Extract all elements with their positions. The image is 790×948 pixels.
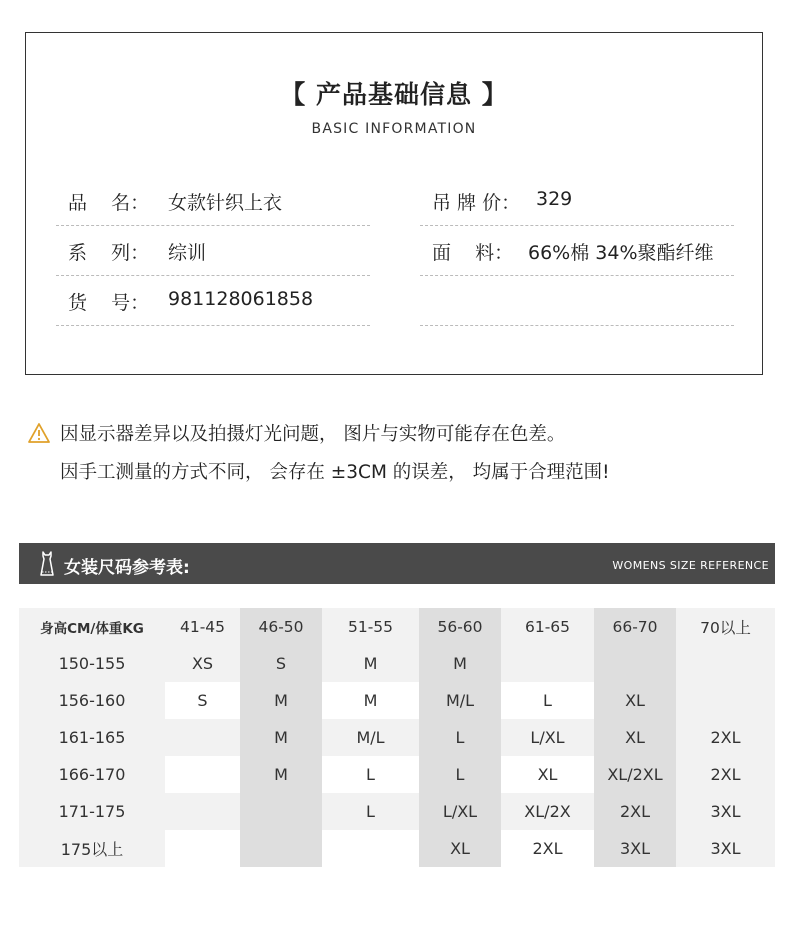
info-value: 329	[536, 188, 573, 210]
notice-line-1: 因显示器差异以及拍摄灯光问题， 图片与实物可能存在色差。	[60, 424, 566, 445]
dress-icon	[35, 551, 59, 577]
size-cell: XL	[501, 756, 594, 793]
size-cell: M	[240, 719, 322, 756]
warning-triangle-icon	[28, 422, 50, 444]
info-label: 系 列：	[68, 242, 150, 264]
size-cell	[240, 830, 322, 867]
height-cell: 161-165	[19, 719, 165, 756]
height-cell: 171-175	[19, 793, 165, 830]
size-table	[19, 608, 775, 867]
size-cell: L	[419, 756, 501, 793]
info-row-name	[56, 176, 370, 226]
info-subtitle: BASIC INFORMATION	[311, 121, 477, 137]
size-cell	[240, 793, 322, 830]
size-cell: S	[165, 682, 240, 719]
table-row	[19, 719, 775, 756]
info-row-series	[56, 226, 370, 276]
info-label: 面 料：	[432, 242, 514, 264]
height-cell: 150-155	[19, 645, 165, 682]
size-cell: 3XL	[676, 830, 775, 867]
table-row	[19, 793, 775, 830]
size-cell	[165, 793, 240, 830]
size-cell: 2XL	[676, 756, 775, 793]
size-cell	[501, 645, 594, 682]
size-cell: L	[419, 719, 501, 756]
size-cell: S	[240, 645, 322, 682]
size-cell: L	[322, 793, 419, 830]
table-row	[19, 830, 775, 867]
info-row-material	[420, 226, 734, 276]
size-cell: 46-50	[240, 608, 322, 645]
size-cell: M	[240, 756, 322, 793]
size-cell	[165, 719, 240, 756]
table-row	[19, 756, 775, 793]
size-cell: 2XL	[594, 793, 676, 830]
size-cell: M	[322, 682, 419, 719]
size-cell	[676, 645, 775, 682]
size-cell: 70以上	[676, 608, 775, 645]
size-cell: L	[501, 682, 594, 719]
height-cell: 156-160	[19, 682, 165, 719]
size-cell	[165, 756, 240, 793]
table-row	[19, 645, 775, 682]
size-cell: M	[322, 645, 419, 682]
size-cell: 66-70	[594, 608, 676, 645]
size-cell: XL	[419, 830, 501, 867]
product-info-box	[25, 32, 763, 375]
size-cell	[594, 645, 676, 682]
size-cell: 61-65	[501, 608, 594, 645]
table-header-row	[19, 608, 775, 645]
size-cell: XL	[594, 719, 676, 756]
size-chart-header	[19, 543, 775, 584]
info-row-sku	[56, 276, 370, 326]
size-cell: 3XL	[594, 830, 676, 867]
table-row	[19, 682, 775, 719]
size-cell: XS	[165, 645, 240, 682]
size-cell: 41-45	[165, 608, 240, 645]
info-row-price	[420, 176, 734, 226]
size-cell: 3XL	[676, 793, 775, 830]
size-chart-reference: WOMENS SIZE REFERENCE	[612, 559, 769, 572]
info-title: 【 产品基础信息 】	[280, 80, 508, 109]
height-cell: 166-170	[19, 756, 165, 793]
height-cell: 175以上	[19, 830, 165, 867]
size-cell: L	[322, 756, 419, 793]
size-cell: L/XL	[501, 719, 594, 756]
height-cell	[19, 608, 165, 645]
size-cell: M/L	[322, 719, 419, 756]
size-cell: M	[419, 645, 501, 682]
size-cell: 2XL	[676, 719, 775, 756]
info-value: 66%棉 34%聚酯纤维	[528, 242, 714, 264]
size-cell: XL/2X	[501, 793, 594, 830]
size-cell	[322, 830, 419, 867]
size-cell: XL	[594, 682, 676, 719]
info-row-empty	[420, 276, 734, 326]
info-value: 女款针织上衣	[168, 192, 283, 214]
size-cell	[165, 830, 240, 867]
info-value: 981128061858	[168, 288, 314, 310]
size-cell: 2XL	[501, 830, 594, 867]
size-cell: M	[240, 682, 322, 719]
info-value: 综训	[168, 242, 207, 264]
notice-line-2: 因手工测量的方式不同， 会存在 ±3CM 的误差， 均属于合理范围!	[60, 462, 610, 483]
info-label: 品 名：	[68, 192, 150, 214]
size-cell: 56-60	[419, 608, 501, 645]
info-label: 货 号：	[68, 292, 150, 314]
size-cell: XL/2XL	[594, 756, 676, 793]
header-label: 身高CM/体重KG	[40, 620, 144, 637]
size-cell: 51-55	[322, 608, 419, 645]
info-label: 吊 牌 价：	[432, 192, 521, 214]
size-cell: L/XL	[419, 793, 501, 830]
size-cell: M/L	[419, 682, 501, 719]
size-cell	[676, 682, 775, 719]
size-chart-title: 女装尺码参考表:	[64, 558, 190, 578]
